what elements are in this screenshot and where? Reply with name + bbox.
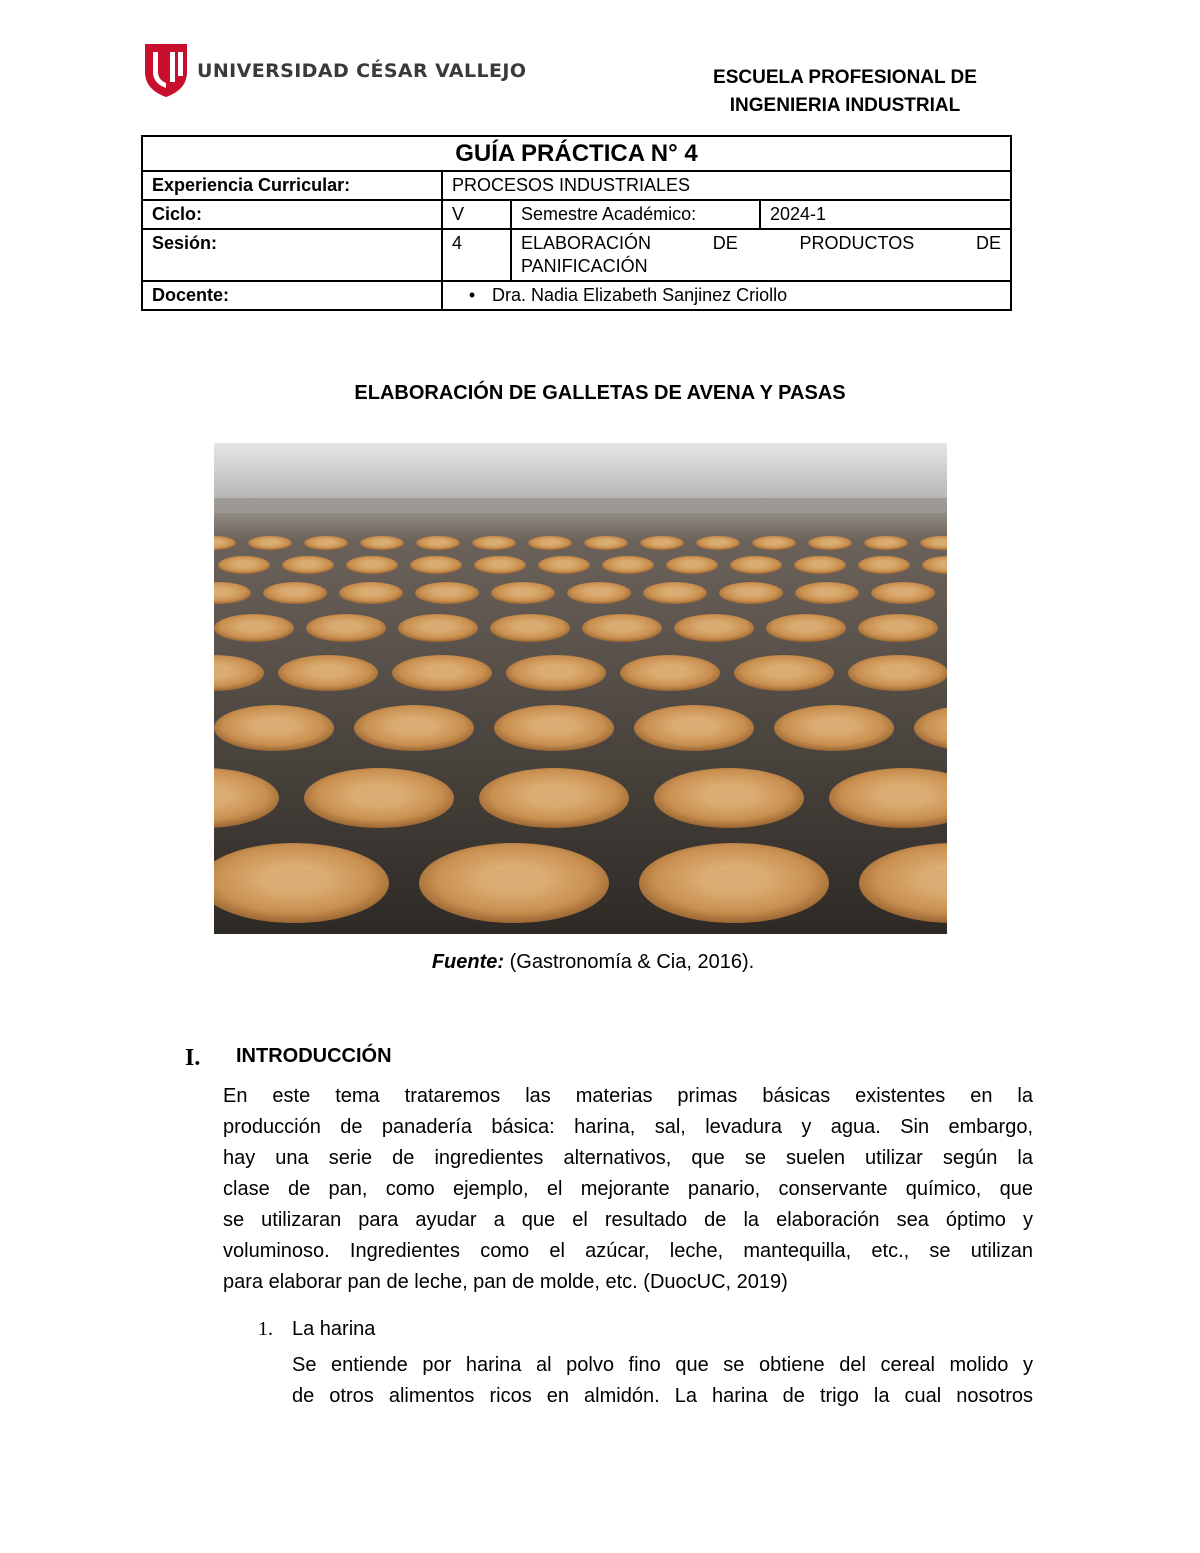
cookie-center <box>620 562 636 567</box>
cookie-center <box>285 589 304 596</box>
image-caption <box>0 951 1186 974</box>
cookies-conveyor-image <box>214 443 947 934</box>
university-shield-icon <box>143 42 189 98</box>
cookie-center <box>486 868 543 892</box>
cookie-center <box>882 787 927 805</box>
session-value: 4 <box>442 229 511 281</box>
cookie-center <box>886 623 910 631</box>
cookie-center <box>711 540 724 544</box>
cookie-center <box>513 589 532 596</box>
cookie-center <box>655 666 685 677</box>
cookie-center <box>741 589 760 596</box>
cookie-center <box>536 719 572 733</box>
teacher-value-cell <box>442 281 1011 310</box>
cookie-center <box>437 589 456 596</box>
cookie-center <box>263 540 276 544</box>
cookie-center <box>427 666 457 677</box>
cookie-center <box>375 540 388 544</box>
cookie-center <box>492 562 508 567</box>
semester-value: 2024-1 <box>760 200 1011 229</box>
cookie-center <box>357 787 402 805</box>
cookie-center <box>684 562 700 567</box>
cookie-center <box>256 719 292 733</box>
section-title: INTRODUCCIÓN <box>236 1045 392 1067</box>
cookie-center <box>706 868 763 892</box>
university-logo <box>143 42 527 98</box>
document-title: ELABORACIÓN DE GALLETAS DE AVENA Y PASAS <box>354 382 846 404</box>
cookie-center <box>319 540 332 544</box>
session-label: Sesión: <box>142 229 442 281</box>
bullet-icon: • <box>468 285 476 305</box>
cookie-center <box>655 540 668 544</box>
cookie-center <box>599 540 612 544</box>
cookie-center <box>431 540 444 544</box>
cookie-center <box>313 666 343 677</box>
experience-value: PROCESOS INDUSTRIALES <box>442 171 1011 200</box>
cookie-center <box>532 787 577 805</box>
cookie-center <box>767 540 780 544</box>
cookie-center <box>816 719 852 733</box>
cookie-center <box>893 589 912 596</box>
cookie-center <box>487 540 500 544</box>
school-name: ESCUELA PROFESIONAL DE INGENIERIA INDUSTRIAL <box>713 67 977 116</box>
guide-title: GUÍA PRÁCTICA N° 4 <box>142 136 1011 171</box>
cookie-center <box>769 666 799 677</box>
cycle-label: Ciclo: <box>142 200 442 229</box>
cookie-center <box>794 623 818 631</box>
cookie-center <box>396 719 432 733</box>
experience-label: Experiencia Curricular: <box>142 171 442 200</box>
semester-label: Semestre Académico: <box>511 200 760 229</box>
session-topic-line2: PANIFICACIÓN <box>521 256 648 276</box>
intro-paragraph: En este tema trataremos las materias primas básicas existentes en la producción de panadería básica: harina, sal, levadura y agua. Sin embargo, hay una serie de ingredientes alternativos, que se suelen utilizar según la clase de pan, como ejemplo, el mejorante panario, conservante químico, que se utilizaran para ayudar a que el resultado de la elaboración sea óptimo y voluminoso. Ingredientes como el azúcar, leche, mantequilla, etc., se utilizan para elaborar pan de leche, pan de molde, etc. (DuocUC, 2019) <box>223 1085 1033 1293</box>
cookie-center <box>364 562 380 567</box>
section-number: I. <box>185 1045 201 1071</box>
cookie-center <box>748 562 764 567</box>
cookie-center <box>707 787 752 805</box>
cookie-center <box>589 589 608 596</box>
cookie-center <box>334 623 358 631</box>
cookie-center <box>883 666 913 677</box>
cookie-center <box>426 623 450 631</box>
cookie-center <box>361 589 380 596</box>
cookie-center <box>879 540 892 544</box>
cookie-center <box>876 562 892 567</box>
cookie-center <box>610 623 634 631</box>
cookie-center <box>266 868 323 892</box>
cookie-center <box>665 589 684 596</box>
cookie-center <box>823 540 836 544</box>
cookie-center <box>676 719 712 733</box>
cookie-center <box>812 562 828 567</box>
cookie-center <box>428 562 444 567</box>
session-topic-line1: ELABORACIÓN DE PRODUCTOS DE <box>521 233 1001 253</box>
cookie-center <box>236 562 252 567</box>
subsection-number: 1. <box>258 1318 273 1340</box>
cookie-center <box>541 666 571 677</box>
harina-paragraph: Se entiende por harina al polvo fino que se obtiene del cereal molido y de otros alimentos ricos en almidón. La harina de trigo la cual nosotros <box>292 1354 1033 1407</box>
subsection-title: La harina <box>292 1318 376 1340</box>
teacher-value: Dra. Nadia Elizabeth Sanjinez Criollo <box>492 285 788 305</box>
session-topic <box>511 229 1011 281</box>
cookie-center <box>702 623 726 631</box>
university-name: UNIVERSIDAD CÉSAR VALLEJO <box>197 60 527 82</box>
cookie-center <box>556 562 572 567</box>
caption-text: (Gastronomía & Cia, 2016). <box>504 951 755 973</box>
cookie-center <box>300 562 316 567</box>
teacher-label: Docente: <box>142 281 442 310</box>
cookie-center <box>543 540 556 544</box>
cookie-center <box>242 623 266 631</box>
guide-info-table <box>141 135 1012 311</box>
cookies-conveyor-photo <box>214 443 947 934</box>
cycle-value: V <box>442 200 511 229</box>
caption-source-label: Fuente: <box>431 951 505 973</box>
cookie-center <box>817 589 836 596</box>
cookie-center <box>518 623 542 631</box>
